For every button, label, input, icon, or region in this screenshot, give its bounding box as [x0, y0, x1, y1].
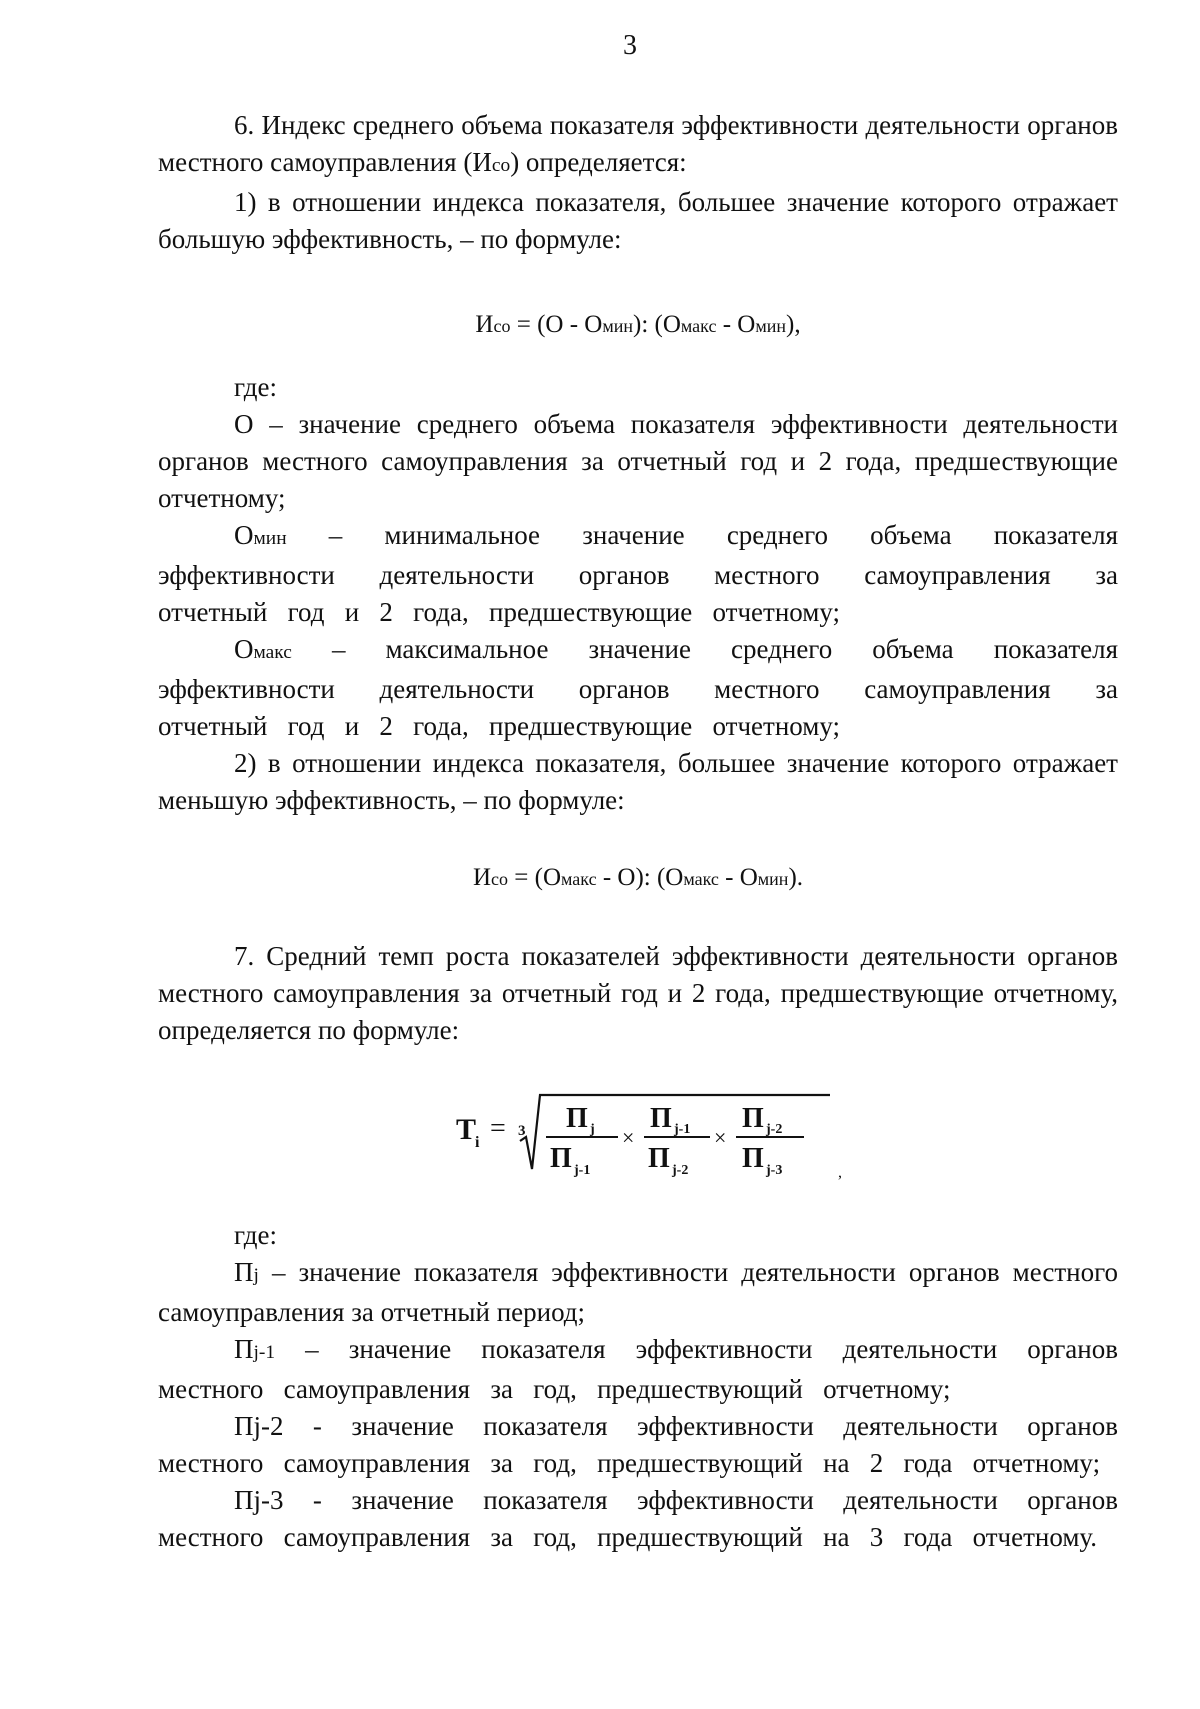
- text: И: [475, 311, 494, 338]
- subscript: макс: [680, 316, 717, 336]
- where-label-2: где:: [234, 1220, 277, 1250]
- text: – значение показателя эффективности деятельности органов местного самоуправления за год, предшествующий отчетному;: [158, 1334, 1118, 1404]
- text: П: [234, 1257, 254, 1287]
- formula-lhs: T: [456, 1113, 477, 1146]
- text: - О: [718, 864, 758, 891]
- times-2: ×: [714, 1125, 727, 1150]
- text: ).: [788, 864, 804, 891]
- case-2-text: 2) в отношении индекса показателя, большее значение которого отражает меньшую эффективность, – по формуле:: [158, 748, 1118, 815]
- text: – минимальное значение среднего объема показателя эффективности деятельности органов местного самоуправления за отчетный год и 2 года, предшествующие отчетному;: [158, 520, 1118, 627]
- subscript: со: [493, 316, 511, 336]
- fraction-1-numerator-sub: j: [590, 1122, 595, 1137]
- text: П: [234, 1334, 254, 1364]
- def-omax: [158, 631, 1118, 745]
- text: ) определяется:: [510, 147, 687, 177]
- subscript: мин: [757, 869, 789, 889]
- times-1: ×: [622, 1125, 635, 1150]
- fraction-3-denominator: П: [742, 1143, 764, 1174]
- text: = (О: [508, 864, 562, 891]
- def-pj3: Пj-3 - значение показателя эффективности деятельности органов местного самоуправления за год, предшествующий на 3 года отчетному.: [158, 1485, 1118, 1552]
- formula-lhs-sub: i: [475, 1134, 480, 1151]
- page-number: 3: [623, 30, 637, 61]
- section-7-intro: 7. Средний темп роста показателей эффективности деятельности органов местного самоуправления за отчетный год и 2 года, предшествующие отчетному, определяется по формуле:: [158, 941, 1118, 1045]
- text: - О): (О: [596, 864, 684, 891]
- subscript: мин: [755, 316, 786, 336]
- fraction-3-numerator-sub: j-2: [766, 1122, 783, 1137]
- fraction-2-numerator-sub: j-1: [674, 1122, 691, 1137]
- formula-2: [158, 859, 1118, 898]
- text: О: [234, 520, 254, 550]
- text: ): (О: [633, 311, 681, 338]
- fraction-2-denominator: П: [648, 1143, 670, 1174]
- text: И: [472, 864, 492, 891]
- subscript: мин: [602, 316, 633, 336]
- text: = (О - О: [510, 311, 603, 338]
- text: – значение показателя эффективности деятельности органов местного самоуправления за отчетный период;: [158, 1257, 1118, 1327]
- def-omin: [158, 517, 1118, 631]
- subscript: макс: [253, 642, 292, 663]
- subscript: макс: [683, 869, 719, 889]
- section-6-intro: [158, 107, 1118, 184]
- def-pj: [158, 1254, 1118, 1331]
- text: О: [234, 634, 254, 664]
- fraction-1-denominator: П: [550, 1143, 572, 1174]
- text: ),: [786, 311, 801, 338]
- def-pj1: [158, 1331, 1118, 1408]
- fraction-2-denominator-sub: j-2: [672, 1163, 689, 1178]
- text: 6. Индекс среднего объема показателя эффективности деятельности органов местного самоуправления (И: [158, 110, 1118, 177]
- case-1-text: 1) в отношении индекса показателя, большее значение которого отражает большую эффективность, – по формуле:: [158, 187, 1118, 254]
- fraction-2-numerator: П: [650, 1103, 672, 1134]
- subscript: со: [491, 869, 509, 889]
- subscript: j-1: [253, 1342, 276, 1363]
- fraction-3-numerator: П: [742, 1103, 764, 1134]
- subscript: со: [491, 155, 511, 176]
- def-o: О – значение среднего объема показателя эффективности деятельности органов местного самоуправления за отчетный год и 2 года, предшествующие отчетному;: [158, 409, 1118, 513]
- subscript: мин: [253, 528, 287, 549]
- subscript: j: [253, 1265, 259, 1286]
- document-body: [158, 107, 1118, 1556]
- text: - О: [716, 311, 756, 338]
- subscript: макс: [561, 869, 597, 889]
- fraction-1-denominator-sub: j-1: [574, 1163, 591, 1178]
- growth-rate-formula: [428, 1077, 848, 1187]
- text: – максимальное значение среднего объема показателя эффективности деятельности органов местного самоуправления за отчетный год и 2 года, предшествующие отчетному;: [158, 634, 1118, 741]
- where-label-1: где:: [234, 372, 277, 402]
- def-pj2: Пj-2 - значение показателя эффективности деятельности органов местного самоуправления за год, предшествующий на 2 года отчетному;: [158, 1411, 1118, 1478]
- formula-equals: =: [490, 1113, 506, 1144]
- root-index: 3: [518, 1123, 526, 1139]
- formula-1: [158, 306, 1118, 345]
- fraction-3-denominator-sub: j-3: [766, 1163, 783, 1178]
- fraction-1-numerator: П: [566, 1103, 588, 1134]
- formula-comma: ,: [838, 1164, 842, 1181]
